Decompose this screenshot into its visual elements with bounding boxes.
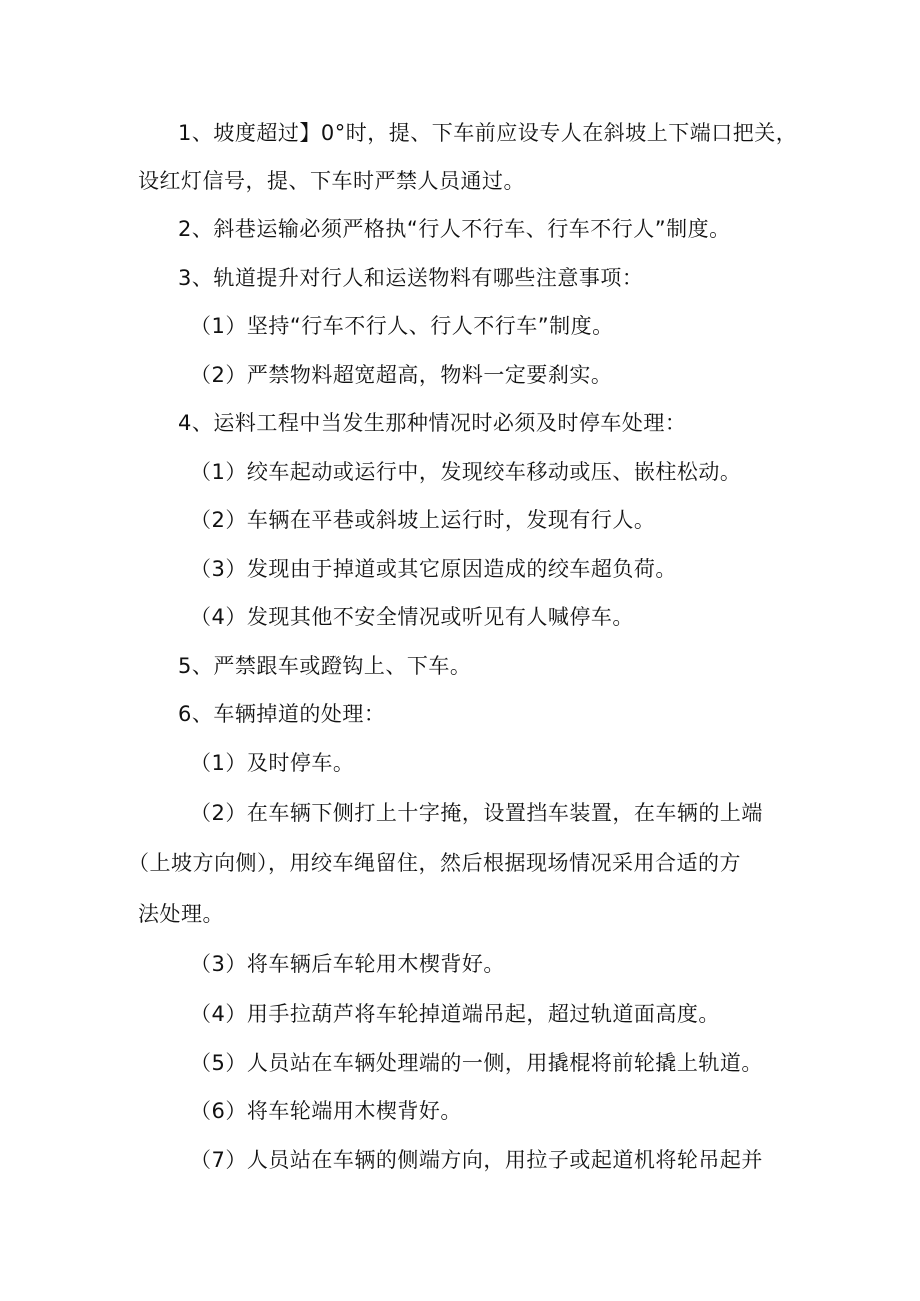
rule-6-item-4: （4）用手拉葫芦将车轮掉道端吊起，超过轨道面高度。 (190, 1002, 720, 1026)
rule-3-item-1: （1）坚持“行车不行人、行人不行车”制度。 (190, 314, 614, 338)
rule-4-item-4: （4）发现其他不安全情况或听见有人喊停车。 (190, 605, 634, 629)
rule-6-item-1: （1）及时停车。 (190, 751, 355, 775)
rule-6-item-2-line-2: （上坡方向侧），用绞车绳留住，然后根据现场情况采用合适的方 (128, 851, 741, 875)
rule-1-line-2: 设红灯信号，提、下车时严禁人员通过。 (138, 169, 525, 193)
rule-4-item-2: （2）车辆在平巷或斜坡上运行时，发现有行人。 (190, 508, 656, 532)
rule-3-heading: 3、轨道提升对行人和运送物料有哪些注意事项： (178, 266, 644, 290)
rule-6-item-5: （5）人员站在车辆处理端的一侧，用撬棍将前轮撬上轨道。 (190, 1051, 763, 1075)
rule-4-item-1: （1）绞车起动或运行中，发现绞车移动或压、嵌柱松动。 (190, 460, 742, 484)
rule-6-item-2-line-3: 法处理。 (138, 902, 224, 926)
rule-4-heading: 4、运料工程中当发生那种情况时必须及时停车处理： (178, 411, 687, 435)
rule-6-item-6: （6）将车轮端用木楔背好。 (190, 1099, 462, 1123)
rule-6-item-7: （7）人员站在车辆的侧端方向，用拉子或起道机将轮吊起并 (190, 1148, 763, 1172)
rule-6-item-3: （3）将车辆后车轮用木楔背好。 (190, 952, 505, 976)
rule-6-item-2-line-1: （2）在车辆下侧打上十字掩，设置挡车装置，在车辆的上端 (190, 801, 763, 825)
rule-6-heading: 6、车辆掉道的处理： (178, 702, 386, 726)
rule-1-line-1: 1、坡度超过】0°时，提、下车前应设专人在斜坡上下端口把关， (178, 121, 798, 145)
rule-4-item-3: （3）发现由于掉道或其它原因造成的绞车超负荷。 (190, 557, 677, 581)
rule-3-item-2: （2）严禁物料超宽超高，物料一定要刹实。 (190, 363, 613, 387)
rule-5: 5、严禁跟车或蹬钩上、下车。 (178, 654, 472, 678)
rule-2: 2、斜巷运输必须严格执“行人不行车、行车不行人”制度。 (178, 217, 731, 241)
